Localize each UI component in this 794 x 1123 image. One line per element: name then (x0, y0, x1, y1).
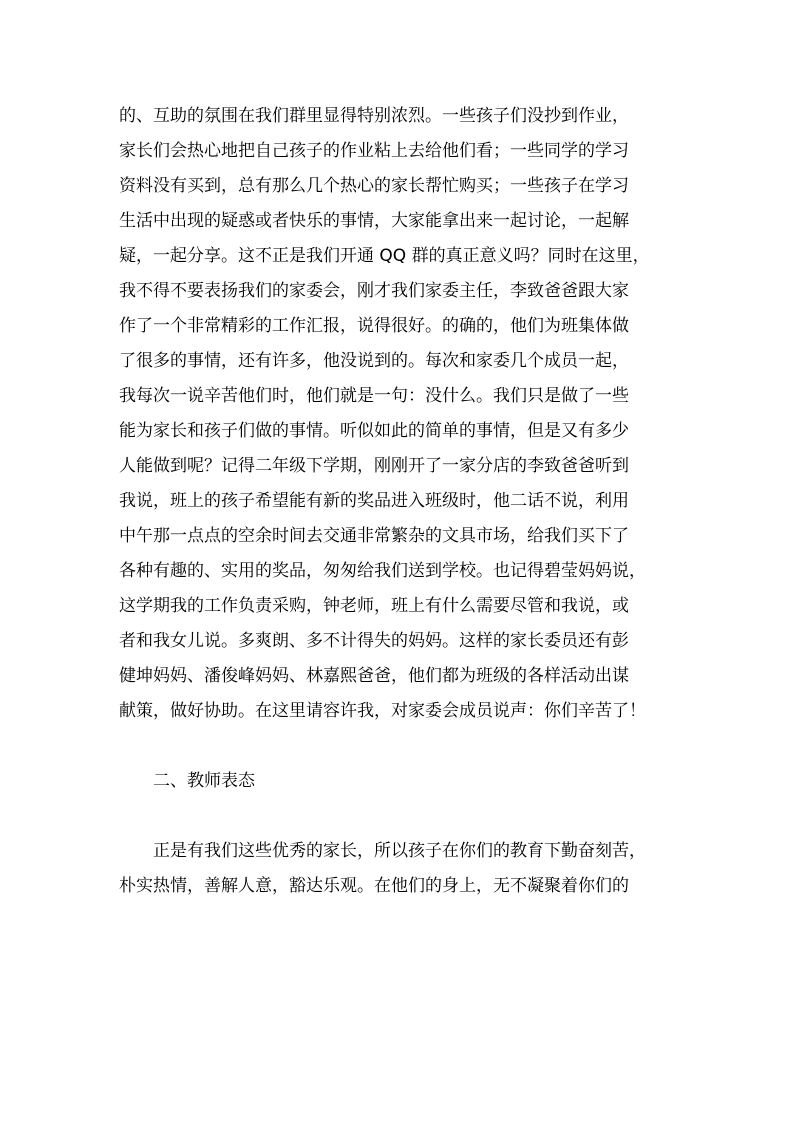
text-line: 中午那一点点的空余时间去交通非常繁杂的文具市场，给我们买下了 (119, 526, 629, 546)
text-line: 我不得不要表扬我们的家委会，刚才我们家委主任，李致爸爸跟大家 (119, 281, 629, 301)
text-line: 朴实热情，善解人意，豁达乐观。在他们的身上，无不凝聚着你们的 (119, 876, 629, 896)
text-line: 这学期我的工作负责采购，钟老师，班上有什么需要尽管和我说，或 (119, 596, 629, 616)
text-line: 者和我女儿说。多爽朗、多不计得失的妈妈。这样的家长委员还有彭 (119, 631, 629, 651)
text-line: 作了一个非常精彩的工作汇报，说得很好。的确的，他们为班集体做 (119, 316, 629, 336)
text-line: 人能做到呢？记得二年级下学期，刚刚开了一家分店的李致爸爸听到 (119, 456, 629, 476)
paragraph-family-committee (119, 99, 679, 729)
paragraph-teacher-statement (119, 834, 679, 904)
paragraph-spacer (119, 729, 679, 764)
section-heading: 二、教师表态 (153, 771, 255, 791)
text-line: 资料没有买到，总有那么几个热心的家长帮忙购买；一些孩子在学习 (119, 176, 629, 196)
text-line: 能为家长和孩子们做的事情。听似如此的简单的事情，但是又有多少 (119, 421, 629, 441)
paragraph-spacer (119, 799, 679, 834)
text-line: 各种有趣的、实用的奖品，匆匆给我们送到学校。也记得碧莹妈妈说， (119, 561, 646, 581)
text-line: 正是有我们这些优秀的家长，所以孩子在你们的教育下勤奋刻苦， (153, 841, 646, 861)
text-line: 的、互助的氛围在我们群里显得特别浓烈。一些孩子们没抄到作业， (119, 106, 629, 126)
text-line: 我每次一说辛苦他们时，他们就是一句：没什么。我们只是做了一些 (119, 386, 629, 406)
text-line: 家长们会热心地把自己孩子的作业粘上去给他们看；一些同学的学习 (119, 141, 629, 161)
text-line: 献策，做好协助。在这里请容许我，对家委会成员说声：你们辛苦了！ (119, 701, 646, 721)
document-body (119, 99, 679, 904)
text-line: 疑，一起分享。这不正是我们开通 QQ 群的真正意义吗？同时在这里， (119, 246, 650, 266)
text-line: 生活中出现的疑惑或者快乐的事情，大家能拿出来一起讨论，一起解 (119, 211, 629, 231)
text-line: 了很多的事情，还有许多，他没说到的。每次和家委几个成员一起， (119, 351, 629, 371)
text-line: 我说，班上的孩子希望能有新的奖品进入班级时，他二话不说，利用 (119, 491, 629, 511)
text-line: 健坤妈妈、潘俊峰妈妈、林嘉熙爸爸，他们都为班级的各样活动出谋 (119, 666, 629, 686)
